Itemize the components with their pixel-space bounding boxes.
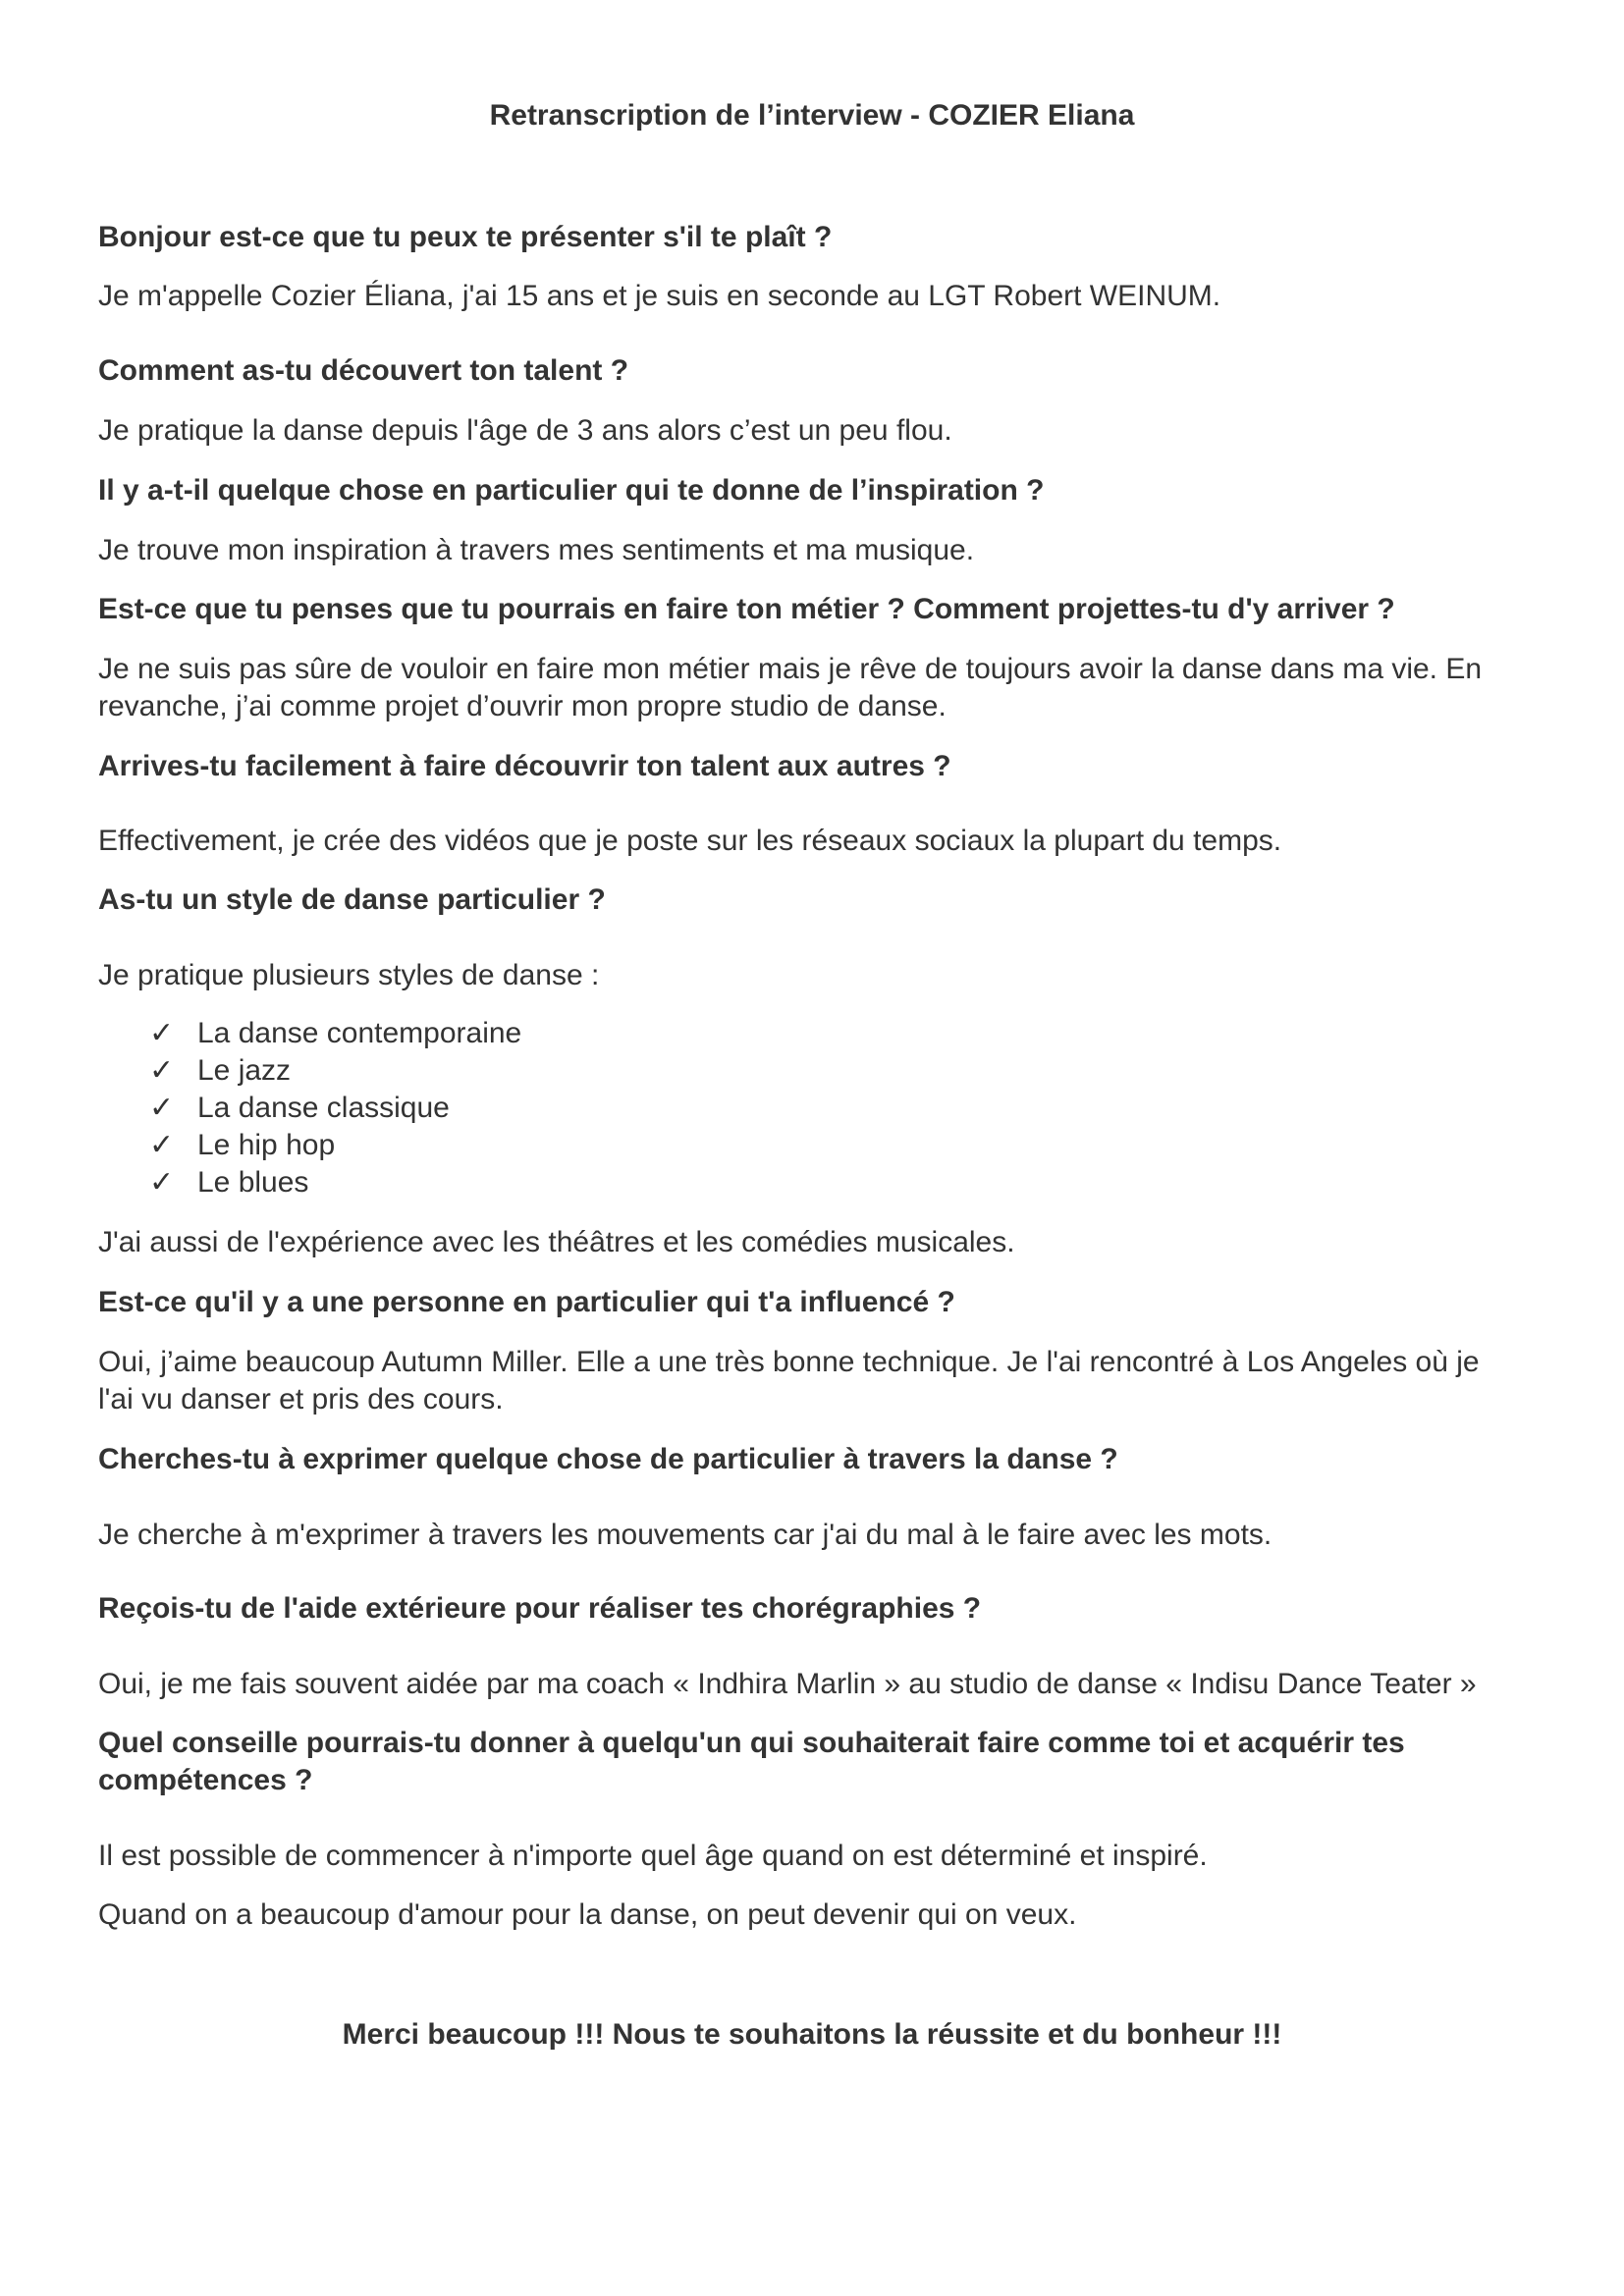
dance-style-item-2: Le jazz xyxy=(197,1054,292,1087)
question-1: Bonjour est-ce que tu peux te présenter s'il te plaît ? xyxy=(98,221,833,253)
answer-4-line-1: Je ne suis pas sûre de vouloir en faire mon métier mais je rêve de toujours avoir la danse dans ma vie. En xyxy=(98,653,1483,685)
answer-3: Je trouve mon inspiration à travers mes sentiments et ma musique. xyxy=(98,534,975,566)
checkmark-icon: ✓ xyxy=(149,1092,175,1124)
dance-style-item-4: Le hip hop xyxy=(197,1129,336,1161)
answer-9: Oui, je me fais souvent aidée par ma coach « Indhira Marlin » au studio de danse « Indisu Dance Teater » xyxy=(98,1668,1477,1700)
answer-6-after-list: J'ai aussi de l'expérience avec les théâtres et les comédies musicales. xyxy=(98,1226,1015,1258)
answer-10-paragraph-1: Il est possible de commencer à n'importe quel âge quand on est déterminé et inspiré. xyxy=(98,1840,1208,1872)
question-10-line-1: Quel conseille pourrais-tu donner à quelqu'un qui souhaiterait faire comme toi et acquérir tes xyxy=(98,1727,1405,1759)
question-10-line-2: compétences ? xyxy=(98,1764,313,1796)
checkmark-icon: ✓ xyxy=(149,1166,175,1199)
question-3: Il y a-t-il quelque chose en particulier qui te donne de l’inspiration ? xyxy=(98,474,1045,507)
closing-message: Merci beaucoup !!! Nous te souhaitons la réussite et du bonheur !!! xyxy=(342,2018,1282,2051)
checkmark-icon: ✓ xyxy=(149,1129,175,1161)
answer-4-line-2: revanche, j’ai comme projet d’ouvrir mon propre studio de danse. xyxy=(98,690,947,722)
document-title: Retranscription de l’interview - COZIER Eliana xyxy=(489,99,1135,132)
answer-8: Je cherche à m'exprimer à travers les mouvements car j'ai du mal à le faire avec les mots. xyxy=(98,1519,1272,1551)
answer-10-paragraph-2: Quand on a beaucoup d'amour pour la danse, on peut devenir qui on veux. xyxy=(98,1898,1077,1931)
checkmark-icon: ✓ xyxy=(149,1017,175,1049)
dance-style-item-1: La danse contemporaine xyxy=(197,1017,522,1049)
question-4: Est-ce que tu penses que tu pourrais en faire ton métier ? Comment projettes-tu d'y arriver ? xyxy=(98,593,1395,625)
answer-1: Je m'appelle Cozier Éliana, j'ai 15 ans et je suis en seconde au LGT Robert WEINUM. xyxy=(98,280,1221,312)
answer-7-line-1: Oui, j’aime beaucoup Autumn Miller. Elle a une très bonne technique. Je l'ai rencontré à Los Angeles où je xyxy=(98,1346,1480,1378)
answer-6-intro: Je pratique plusieurs styles de danse : xyxy=(98,959,600,991)
question-5: Arrives-tu facilement à faire découvrir ton talent aux autres ? xyxy=(98,750,951,782)
answer-7-line-2: l'ai vu danser et pris des cours. xyxy=(98,1383,504,1415)
dance-style-item-5: Le blues xyxy=(197,1166,309,1199)
question-8: Cherches-tu à exprimer quelque chose de particulier à travers la danse ? xyxy=(98,1443,1118,1475)
question-6: As-tu un style de danse particulier ? xyxy=(98,883,606,916)
dance-style-item-3: La danse classique xyxy=(197,1092,450,1124)
question-2: Comment as-tu découvert ton talent ? xyxy=(98,354,629,387)
question-7: Est-ce qu'il y a une personne en particulier qui t'a influencé ? xyxy=(98,1286,955,1318)
answer-5: Effectivement, je crée des vidéos que je poste sur les réseaux sociaux la plupart du temps. xyxy=(98,825,1282,857)
answer-2: Je pratique la danse depuis l'âge de 3 ans alors c’est un peu flou. xyxy=(98,414,952,447)
question-9: Reçois-tu de l'aide extérieure pour réaliser tes chorégraphies ? xyxy=(98,1592,982,1625)
checkmark-icon: ✓ xyxy=(149,1054,175,1087)
